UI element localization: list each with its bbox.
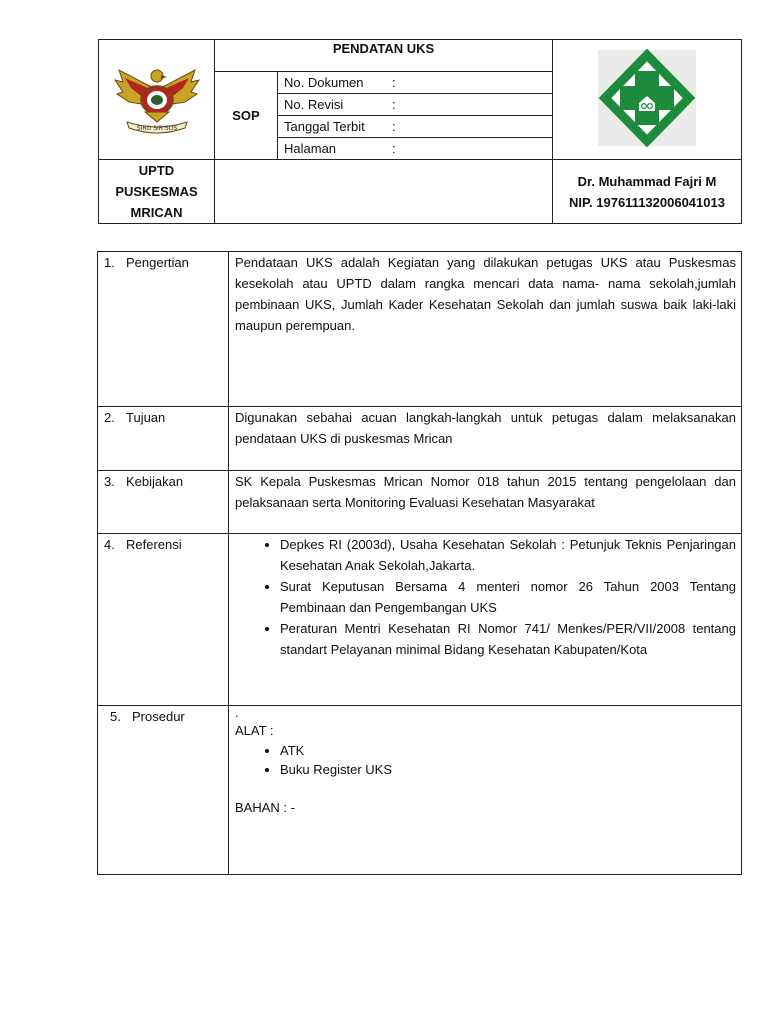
section-body: Digunakan sebahai acuan langkah-langkah untuk petugas dalam melaksanakan pendataan UKS di puskesmas Mrican	[229, 407, 742, 471]
sop-label: SOP	[215, 72, 278, 160]
section-row-tujuan	[98, 407, 742, 471]
section-body: SK Kepala Puskesmas Mrican Nomor 018 tahun 2015 tentang pengelolaan dan pelaksanaan serta Monitoring Evaluasi Kesehatan Masyarakat	[229, 471, 742, 534]
section-title: Referensi	[126, 537, 182, 552]
section-number: 3.	[104, 474, 115, 489]
alat-list	[235, 741, 736, 779]
section-title: Tujuan	[126, 410, 166, 425]
list-item: • ATK	[280, 741, 736, 760]
section-body	[229, 534, 742, 706]
section-number: 5.	[110, 709, 121, 724]
empty-cell	[215, 160, 553, 224]
sop-content-table	[97, 251, 742, 875]
list-item: • Peraturan Mentri Kesehatan RI Nomor 741/ Menkes/PER/VII/2008 tentang standart Pelayanan minimal Bidang Kesehatan Kabupaten/Kota	[280, 618, 736, 660]
field-halaman	[278, 138, 553, 160]
list-item: • Surat Keputusan Bersama 4 menteri nomor 26 Tahun 2003 Tentang Pembinaan dan Pengembangan UKS	[280, 576, 736, 618]
prosedur-dot: .	[235, 705, 239, 720]
field-value: :	[392, 75, 396, 90]
list-item: • Depkes RI (2003d), Usaha Kesehatan Sekolah : Petunjuk Teknis Penjaringan Kesehatan Anak Sekolah,Jakarta.	[280, 534, 736, 576]
field-label: Halaman	[284, 141, 337, 156]
org-line-1: UPTD	[138, 163, 175, 178]
signer-nip: NIP. 197611132006041013	[569, 194, 725, 210]
section-label	[98, 534, 229, 706]
section-row-kebijakan	[98, 471, 742, 534]
field-label: No. Revisi	[284, 97, 344, 112]
section-label	[98, 471, 229, 534]
reference-list	[235, 534, 736, 660]
garuda-emblem-icon	[111, 60, 203, 136]
signer-name: Dr. Muhammad Fajri M	[577, 173, 717, 189]
field-value: :	[392, 141, 396, 156]
field-no-dokumen	[278, 72, 553, 94]
section-label	[98, 706, 229, 875]
section-row-pengertian	[98, 252, 742, 407]
section-title: Kebijakan	[126, 474, 184, 489]
field-value: :	[392, 97, 396, 112]
signer-block	[553, 160, 742, 224]
puskesmas-logo-cell	[553, 40, 742, 160]
section-number: 2.	[104, 410, 115, 425]
list-item: • Buku Register UKS	[280, 760, 736, 779]
field-label: No. Dokumen	[284, 75, 364, 90]
section-number: 4.	[104, 537, 115, 552]
svg-text:SIRO SIR SOS: SIRO SIR SOS	[136, 125, 177, 132]
regency-logo-cell	[99, 40, 215, 160]
field-label: Tanggal Terbit	[284, 119, 365, 134]
section-body	[229, 706, 742, 875]
section-label	[98, 252, 229, 407]
document-header	[98, 39, 742, 224]
section-row-prosedur	[98, 706, 742, 875]
organization-name	[99, 160, 215, 224]
org-line-3: MRICAN	[130, 205, 183, 220]
field-value: :	[392, 119, 396, 134]
section-title: Pengertian	[126, 255, 189, 270]
section-title: Prosedur	[132, 709, 185, 724]
section-row-referensi	[98, 534, 742, 706]
puskesmas-logo-icon	[597, 49, 697, 147]
section-number: 1.	[104, 255, 115, 270]
field-no-revisi	[278, 94, 553, 116]
document-title: PENDATAN UKS	[215, 40, 553, 72]
org-line-2: PUSKESMAS	[115, 184, 198, 199]
section-label	[98, 407, 229, 471]
bahan-line: BAHAN : -	[235, 800, 295, 815]
alat-title: ALAT :	[235, 723, 274, 738]
field-tanggal-terbit	[278, 116, 553, 138]
section-body: Pendataan UKS adalah Kegiatan yang dilakukan petugas UKS atau Puskesmas kesekolah atau UPTD dalam rangka mencari data nama- nama sekolah,jumlah pembinaan UKS, Jumlah Kader Kesehatan Sekolah dan jumlah suswa baik laki-laki maupun perempuan.	[229, 252, 742, 407]
